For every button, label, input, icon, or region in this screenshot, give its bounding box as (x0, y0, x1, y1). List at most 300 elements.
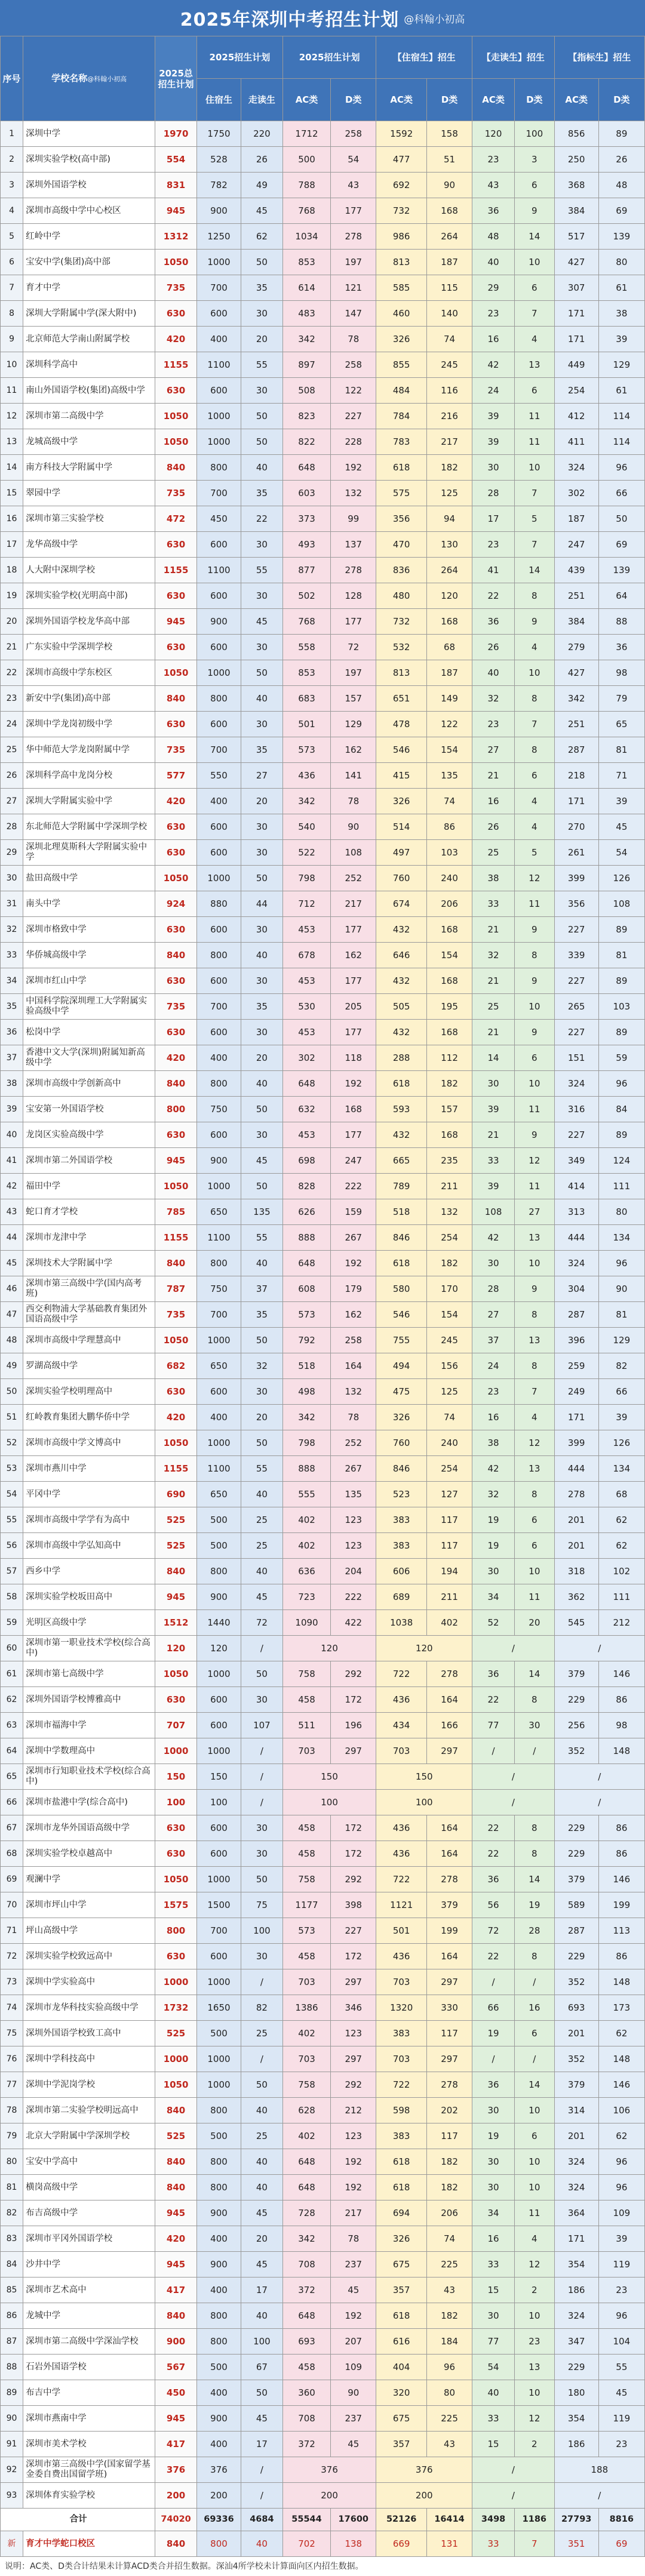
plan-ac: 712 (282, 891, 330, 917)
total-plan: 1155 (155, 1456, 197, 1482)
boarding-count: 600 (196, 968, 241, 994)
plan-d: 123 (331, 1533, 376, 1559)
row-seq: 70 (1, 1892, 23, 1918)
table-row (1, 866, 645, 891)
table-row (1, 2098, 645, 2123)
boarding-count: 1000 (196, 866, 241, 891)
day-count: / (241, 1969, 283, 1995)
quota-d: 62 (598, 1507, 644, 1533)
row-seq: 17 (1, 532, 23, 558)
row-seq: 69 (1, 1867, 23, 1892)
day-d: 11 (515, 1584, 555, 1610)
new-ia: 351 (554, 2531, 598, 2557)
row-seq: 5 (1, 224, 23, 250)
boarding-d: 80 (426, 2380, 472, 2406)
day-d: 20 (515, 1610, 555, 1636)
plan-ac: 853 (282, 250, 330, 275)
day-d: / (515, 1969, 555, 1995)
total-plan: 630 (155, 301, 197, 327)
plan-ac: 626 (282, 1199, 330, 1225)
boarding-count: 600 (196, 1841, 241, 1867)
plan-d: 192 (331, 1071, 376, 1097)
quota-d: 39 (598, 789, 644, 814)
day-count: 30 (241, 917, 283, 943)
new-id: 69 (598, 2531, 644, 2557)
quota-d: 98 (598, 1713, 644, 1738)
day-ac: 77 (472, 1713, 515, 1738)
quota-d: 102 (598, 1559, 644, 1584)
plan-ac: 402 (282, 1507, 330, 1533)
total-ba: 52126 (376, 2509, 427, 2531)
total-plan: 900 (155, 2329, 197, 2355)
day-count: 20 (241, 327, 283, 352)
quota-d: 88 (598, 609, 644, 635)
school-name: 南山外国语学校(集团)高级中学 (23, 378, 155, 404)
quota-d: 55 (598, 2355, 644, 2380)
table-row (1, 1995, 645, 2021)
quota-d: 23 (598, 2278, 644, 2303)
plan-d: 177 (331, 968, 376, 994)
table-row (1, 2021, 645, 2046)
day-d: 27 (515, 1199, 555, 1225)
row-seq: 30 (1, 866, 23, 891)
boarding-count: 900 (196, 2406, 241, 2432)
day-count: 27 (241, 763, 283, 789)
day-count: 30 (241, 301, 283, 327)
row-seq: 7 (1, 275, 23, 301)
boarding-d: 297 (426, 1738, 472, 1764)
total-plan: 1155 (155, 352, 197, 378)
quota-d: 86 (598, 1944, 644, 1969)
boarding-count: 1250 (196, 224, 241, 250)
table-row (1, 609, 645, 635)
plan-d: 78 (331, 327, 376, 352)
day-d: 14 (515, 1661, 555, 1687)
quota-ac: 302 (554, 481, 598, 506)
header-seq: 序号 (1, 36, 23, 121)
boarding-ac: 760 (376, 1430, 427, 1456)
boarding-d: 168 (426, 1020, 472, 1045)
boarding-count: 1750 (196, 121, 241, 147)
boarding-count: 650 (196, 1199, 241, 1225)
school-name: 深圳科学高中龙岗分校 (23, 763, 155, 789)
day-d: 9 (515, 609, 555, 635)
day-ac: 14 (472, 1045, 515, 1071)
day-count: / (241, 2046, 283, 2072)
row-seq: 54 (1, 1482, 23, 1507)
plan-ac: 493 (282, 532, 330, 558)
quota-d: 114 (598, 429, 644, 455)
row-seq: 1 (1, 121, 23, 147)
quota-d: 96 (598, 2175, 644, 2200)
quota-d: 45 (598, 814, 644, 840)
day-count: 30 (241, 1841, 283, 1867)
row-seq: 89 (1, 2380, 23, 2406)
day-count: 30 (241, 968, 283, 994)
day-count: 107 (241, 1713, 283, 1738)
boarding-d: 184 (426, 2329, 472, 2355)
day-count: 50 (241, 1174, 283, 1199)
school-name: 深圳市第二高级中学 (23, 404, 155, 429)
total-plan: 945 (155, 1148, 197, 1174)
table-row (1, 1507, 645, 1533)
table-row (1, 1790, 645, 1815)
day-ac: 26 (472, 635, 515, 660)
day-count: 40 (241, 2149, 283, 2175)
total-plan: 945 (155, 2406, 197, 2432)
plan-ac: 453 (282, 968, 330, 994)
table-row (1, 1944, 645, 1969)
plan-d: 99 (331, 506, 376, 532)
day-ac: 15 (472, 2278, 515, 2303)
table-row (1, 891, 645, 917)
plan-d: 297 (331, 2046, 376, 2072)
plan-ac: 573 (282, 737, 330, 763)
day-d: 6 (515, 2123, 555, 2149)
row-seq: 68 (1, 1841, 23, 1867)
total-plan: 682 (155, 1353, 197, 1379)
header-group-quota: 【指标生】招生 (554, 36, 644, 79)
total-plan: 840 (155, 455, 197, 481)
total-plan: 840 (155, 943, 197, 968)
boarding-count: 1000 (196, 1738, 241, 1764)
day-d: 8 (515, 583, 555, 609)
row-seq: 34 (1, 968, 23, 994)
table-row (1, 1456, 645, 1482)
total-plan: 420 (155, 2226, 197, 2252)
quota-ac: 218 (554, 763, 598, 789)
boarding-count: 600 (196, 1944, 241, 1969)
day-count: / (241, 2457, 283, 2483)
boarding-d: 168 (426, 917, 472, 943)
boarding-count: 500 (196, 2021, 241, 2046)
school-name: 盐田高级中学 (23, 866, 155, 891)
total-plan: 420 (155, 1045, 197, 1071)
quota-ac: 265 (554, 994, 598, 1020)
day-ac: 36 (472, 2072, 515, 2098)
boarding-d: 168 (426, 968, 472, 994)
boarding-ac: 703 (376, 2046, 427, 2072)
day-count: 50 (241, 429, 283, 455)
header-group-boarding: 【住宿生】招生 (376, 36, 472, 79)
day-count: 50 (241, 660, 283, 686)
boarding-d: 170 (426, 1276, 472, 1302)
boarding-count: 1000 (196, 1867, 241, 1892)
quota-d: 96 (598, 2303, 644, 2329)
table-row (1, 1892, 645, 1918)
total-plan: 800 (155, 1918, 197, 1944)
day-d: 10 (515, 2098, 555, 2123)
total-plan: 1050 (155, 866, 197, 891)
table-row (1, 968, 645, 994)
quota-ac: 379 (554, 1661, 598, 1687)
plan-d: 109 (331, 2355, 376, 2380)
quota-ac: 227 (554, 1020, 598, 1045)
total-plan: 472 (155, 506, 197, 532)
header-d: D类 (331, 79, 376, 121)
plan-ac: 678 (282, 943, 330, 968)
quota-ac: 362 (554, 1584, 598, 1610)
day-count: 49 (241, 173, 283, 198)
plan-d: 78 (331, 1405, 376, 1430)
quota-d: 108 (598, 891, 644, 917)
boarding-d: 245 (426, 352, 472, 378)
school-name: 深圳市高级中学东校区 (23, 660, 155, 686)
plan-ac: 768 (282, 609, 330, 635)
row-seq: 新 (1, 2531, 23, 2557)
total-plan: 630 (155, 917, 197, 943)
boarding-count: 150 (196, 1764, 241, 1790)
boarding-ac: 813 (376, 660, 427, 686)
boarding-ac: 618 (376, 1071, 427, 1097)
school-name: 红岭教育集团大鹏华侨中学 (23, 1405, 155, 1430)
plan-d: 197 (331, 660, 376, 686)
quota-ac: 414 (554, 1174, 598, 1199)
plan-d: 54 (331, 147, 376, 173)
boarding-ac: 703 (376, 1738, 427, 1764)
total-plan: 735 (155, 994, 197, 1020)
header-ac: AC类 (282, 79, 330, 121)
boarding-d: 182 (426, 2303, 472, 2329)
quota-d: 104 (598, 2329, 644, 2355)
total-plan: 450 (155, 2380, 197, 2406)
day-ac: 21 (472, 917, 515, 943)
day-count: 45 (241, 2200, 283, 2226)
day-count: 135 (241, 1199, 283, 1225)
table-row (1, 1559, 645, 1584)
day-d: 9 (515, 968, 555, 994)
quota-ac: 171 (554, 789, 598, 814)
boarding-d: 168 (426, 609, 472, 635)
boarding-d: 117 (426, 2123, 472, 2149)
day-count: 75 (241, 1892, 283, 1918)
table-row (1, 1353, 645, 1379)
boarding-count: 400 (196, 2278, 241, 2303)
total-plan: 630 (155, 1841, 197, 1867)
row-seq: 74 (1, 1995, 23, 2021)
school-name: 深圳市红山中学 (23, 968, 155, 994)
boarding-count: 600 (196, 1713, 241, 1738)
header-quota-ac: AC类 (554, 79, 598, 121)
day-d: 11 (515, 2200, 555, 2226)
quota-d: 148 (598, 2046, 644, 2072)
total-plan: 840 (155, 1071, 197, 1097)
table-row (1, 1251, 645, 1276)
quota-ac: 259 (554, 1353, 598, 1379)
table-row (1, 429, 645, 455)
day-count: / (241, 1764, 283, 1790)
school-name: 平冈中学 (23, 1482, 155, 1507)
day-count: 35 (241, 994, 283, 1020)
plan-ac: 648 (282, 2303, 330, 2329)
quota-d: 114 (598, 404, 644, 429)
quota-ac: 151 (554, 1045, 598, 1071)
quota-ac: 396 (554, 1328, 598, 1353)
quota-ac: 444 (554, 1225, 598, 1251)
quota-d: 109 (598, 2200, 644, 2226)
day-d: 6 (515, 173, 555, 198)
day-count: 67 (241, 2355, 283, 2380)
boarding-d: 264 (426, 558, 472, 583)
boarding-count: 900 (196, 198, 241, 224)
total-plan: 630 (155, 583, 197, 609)
page-title (0, 0, 645, 36)
day-ac: 16 (472, 789, 515, 814)
day-count: 30 (241, 1020, 283, 1045)
day-d: 8 (515, 1944, 555, 1969)
table-row (1, 506, 645, 532)
total-d: 17600 (331, 2509, 376, 2531)
quota-d: 129 (598, 352, 644, 378)
day-d: 10 (515, 1251, 555, 1276)
boarding-ac: 789 (376, 1174, 427, 1199)
boarding-ac: 674 (376, 891, 427, 917)
table-row (1, 1636, 645, 1661)
plan-ac: 758 (282, 1661, 330, 1687)
total-plan: 735 (155, 737, 197, 763)
school-name: 深圳市平冈外国语学校 (23, 2226, 155, 2252)
day-d: 10 (515, 250, 555, 275)
boarding-count: 800 (196, 1251, 241, 1276)
boarding-d: 379 (426, 1892, 472, 1918)
boarding-count: 880 (196, 891, 241, 917)
boarding-count: 700 (196, 1302, 241, 1328)
total-plan: 1000 (155, 2046, 197, 2072)
boarding-ac: 356 (376, 506, 427, 532)
boarding-ac: 383 (376, 1507, 427, 1533)
school-name: 深圳中学龙岗初级中学 (23, 712, 155, 737)
plan-d: 162 (331, 1302, 376, 1328)
quota-d: 36 (598, 635, 644, 660)
table-row (1, 1764, 645, 1790)
school-name: 深圳中学数理高中 (23, 1738, 155, 1764)
total-plan: 800 (155, 1097, 197, 1122)
boarding-ac: 703 (376, 1969, 427, 1995)
row-seq: 49 (1, 1353, 23, 1379)
plan-ac: 648 (282, 2175, 330, 2200)
boarding-count: 400 (196, 2226, 241, 2252)
day-ac: 77 (472, 2329, 515, 2355)
row-seq: 39 (1, 1097, 23, 1122)
quota-ac: 247 (554, 532, 598, 558)
plan-ac: 788 (282, 173, 330, 198)
quota-ac: 427 (554, 250, 598, 275)
quota-d: 134 (598, 1225, 644, 1251)
day-d: 2 (515, 2432, 555, 2457)
day-count: 50 (241, 1867, 283, 1892)
school-name: 中国科学院深圳理工大学附属实验高级中学 (23, 994, 155, 1020)
new-bd: 131 (426, 2531, 472, 2557)
day-d: 3 (515, 147, 555, 173)
quota-d: 38 (598, 301, 644, 327)
day-count: 50 (241, 1097, 283, 1122)
quota-ac: 250 (554, 147, 598, 173)
school-name: 深圳实验学校致远高中 (23, 1944, 155, 1969)
day-ac: 39 (472, 1174, 515, 1199)
boarding-d: 164 (426, 1944, 472, 1969)
day-d: 12 (515, 1148, 555, 1174)
boarding-ac: 593 (376, 1097, 427, 1122)
new-w: 40 (241, 2531, 283, 2557)
table-row (1, 1097, 645, 1122)
plan-d: 179 (331, 1276, 376, 1302)
new-school-row (1, 2531, 645, 2557)
day-d: 8 (515, 1841, 555, 1867)
row-seq: 10 (1, 352, 23, 378)
total-plan: 1575 (155, 1892, 197, 1918)
plan-d: 205 (331, 994, 376, 1020)
row-seq: 26 (1, 763, 23, 789)
total-bd: 16414 (426, 2509, 472, 2531)
school-name: 深圳市福海中学 (23, 1713, 155, 1738)
quota-d: 79 (598, 686, 644, 712)
boarding-ac: 618 (376, 2149, 427, 2175)
plan-d: 267 (331, 1225, 376, 1251)
quota-ac: 517 (554, 224, 598, 250)
quota-ac: 384 (554, 198, 598, 224)
day-count: 17 (241, 2278, 283, 2303)
boarding-d: 225 (426, 2252, 472, 2278)
boarding-ac: 813 (376, 250, 427, 275)
boarding-count: 600 (196, 1687, 241, 1713)
plan-d: 78 (331, 2226, 376, 2252)
day-d: 10 (515, 455, 555, 481)
row-seq: 84 (1, 2252, 23, 2278)
quota-ac: 352 (554, 1969, 598, 1995)
quota-d: 48 (598, 173, 644, 198)
day-count: 40 (241, 943, 283, 968)
plan-ac: 1090 (282, 1610, 330, 1636)
plan-acd-merged: 100 (282, 1790, 376, 1815)
boarding-d: 154 (426, 1302, 472, 1328)
row-seq: 15 (1, 481, 23, 506)
plan-ac: 342 (282, 327, 330, 352)
boarding-ac: 432 (376, 1122, 427, 1148)
plan-d: 132 (331, 481, 376, 506)
boarding-d: 182 (426, 2175, 472, 2200)
plan-d: 192 (331, 2175, 376, 2200)
boarding-d: 206 (426, 891, 472, 917)
day-d: 16 (515, 1995, 555, 2021)
row-seq: 75 (1, 2021, 23, 2046)
day-ac: 21 (472, 763, 515, 789)
day-count: 37 (241, 1276, 283, 1302)
day-ac: 22 (472, 583, 515, 609)
total-ia: 27793 (554, 2509, 598, 2531)
row-seq: 79 (1, 2123, 23, 2149)
boarding-count: 700 (196, 275, 241, 301)
total-plan: 831 (155, 173, 197, 198)
day-acd-merged: / (472, 2457, 555, 2483)
quota-ac: 227 (554, 968, 598, 994)
day-d: 14 (515, 224, 555, 250)
plan-ac: 498 (282, 1379, 330, 1405)
total-plan: 1050 (155, 2072, 197, 2098)
quota-d: 199 (598, 1892, 644, 1918)
boarding-ac: 846 (376, 1225, 427, 1251)
day-count: 50 (241, 250, 283, 275)
quota-ac: 256 (554, 1713, 598, 1738)
day-d: 9 (515, 917, 555, 943)
plan-ac: 558 (282, 635, 330, 660)
school-name: 深圳市第七高级中学 (23, 1661, 155, 1687)
quota-d: 119 (598, 2406, 644, 2432)
boarding-ac: 320 (376, 2380, 427, 2406)
table-row (1, 481, 645, 506)
school-name: 深圳实验学校坂田高中 (23, 1584, 155, 1610)
quota-d: 86 (598, 1815, 644, 1841)
boarding-ac: 436 (376, 1944, 427, 1969)
